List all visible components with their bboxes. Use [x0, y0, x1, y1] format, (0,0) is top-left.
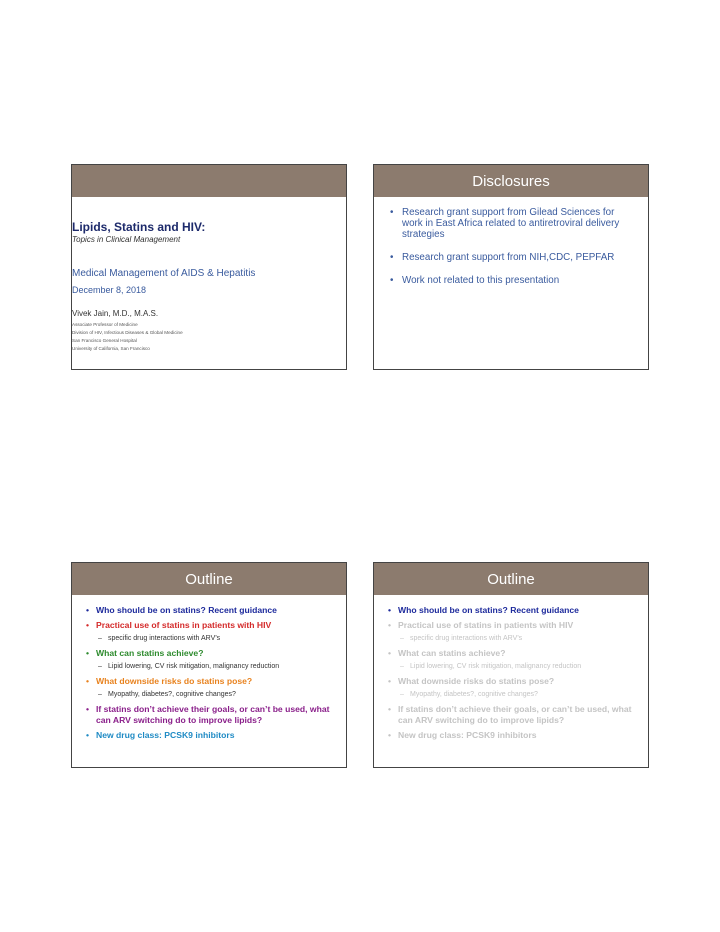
affiliation-line: San Francisco General Hospital — [72, 338, 137, 343]
list-item — [390, 207, 636, 240]
bullet-icon: • — [390, 207, 394, 218]
title-slide — [71, 164, 347, 370]
outline-subitem — [86, 633, 338, 644]
outline-subitem — [388, 661, 640, 672]
bullet-icon: • — [86, 676, 90, 686]
presentation-title: Lipids, Statins and HIV: — [72, 220, 206, 234]
slide-title: Outline — [72, 563, 346, 595]
outline-list — [388, 605, 640, 745]
outline-slide-faded — [373, 562, 649, 768]
outline-text: What can statins achieve? — [96, 648, 204, 658]
dash-icon: – — [400, 663, 404, 670]
disclosure-text: Work not related to this presentation — [402, 275, 560, 286]
affiliation-line: Associate Professor of Medicine — [72, 322, 138, 327]
list-item — [390, 252, 636, 263]
outline-subitem — [388, 689, 640, 700]
dash-icon: – — [98, 635, 102, 642]
outline-text: If statins don’t achieve their goals, or can’t be used, what can ARV switching do to improve lipids? — [398, 704, 632, 725]
bullet-icon: • — [388, 620, 392, 630]
author-name: Vivek Jain, M.D., M.A.S. — [72, 309, 159, 318]
outline-subitem — [388, 633, 640, 644]
bullet-icon: • — [388, 730, 392, 740]
outline-text: Who should be on statins? Recent guidance — [398, 605, 579, 615]
disclosure-text: Research grant support from Gilead Sciences for work in East Africa related to antiretroviral delivery strategies — [402, 207, 620, 240]
bullet-icon: • — [86, 605, 90, 615]
outline-text: Practical use of statins in patients with HIV — [398, 620, 574, 630]
dash-icon: – — [98, 691, 102, 698]
outline-text: Myopathy, diabetes?, cognitive changes? — [108, 691, 236, 698]
outline-text: Who should be on statins? Recent guidance — [96, 605, 277, 615]
outline-subitem — [86, 689, 338, 700]
slide-title: Disclosures — [374, 165, 648, 197]
slide-header-bar — [72, 165, 346, 197]
slide-title: Outline — [374, 563, 648, 595]
outline-text: Lipid lowering, CV risk mitigation, malignancy reduction — [410, 663, 582, 670]
bullet-icon: • — [86, 730, 90, 740]
bullet-icon: • — [390, 252, 394, 263]
dash-icon: – — [400, 691, 404, 698]
presentation-subtitle: Topics in Clinical Management — [72, 235, 181, 244]
conference-name: Medical Management of AIDS & Hepatitis — [72, 268, 256, 279]
outline-text: specific drug interactions with ARV’s — [108, 635, 221, 642]
outline-item — [388, 648, 640, 659]
bullet-icon: • — [86, 648, 90, 658]
bullet-icon: • — [388, 605, 392, 615]
disclosure-list — [390, 207, 636, 298]
outline-item — [388, 620, 640, 631]
outline-item — [86, 605, 338, 616]
outline-text: If statins don’t achieve their goals, or can’t be used, what can ARV switching do to improve lipids? — [96, 704, 330, 725]
outline-text: Practical use of statins in patients with HIV — [96, 620, 272, 630]
outline-item — [86, 730, 338, 741]
outline-item — [86, 620, 338, 631]
outline-item — [388, 676, 640, 687]
bullet-icon: • — [388, 704, 392, 714]
outline-text: Myopathy, diabetes?, cognitive changes? — [410, 691, 538, 698]
dash-icon: – — [98, 663, 102, 670]
outline-list — [86, 605, 338, 745]
bullet-icon: • — [86, 620, 90, 630]
outline-item — [86, 676, 338, 687]
outline-item — [388, 704, 640, 726]
outline-subitem — [86, 661, 338, 672]
bullet-icon: • — [388, 648, 392, 658]
outline-text: What can statins achieve? — [398, 648, 506, 658]
outline-item — [388, 730, 640, 741]
outline-text: specific drug interactions with ARV’s — [410, 635, 523, 642]
outline-item — [86, 704, 338, 726]
bullet-icon: • — [390, 275, 394, 286]
outline-text: New drug class: PCSK9 inhibitors — [96, 730, 235, 740]
bullet-icon: • — [86, 704, 90, 714]
presentation-date: December 8, 2018 — [72, 285, 147, 295]
outline-text: Lipid lowering, CV risk mitigation, malignancy reduction — [108, 663, 280, 670]
outline-text: What downside risks do statins pose? — [398, 676, 555, 686]
outline-item — [388, 605, 640, 616]
affiliation-line: Division of HIV, Infectious Diseases & Global Medicine — [72, 330, 183, 335]
outline-text: What downside risks do statins pose? — [96, 676, 253, 686]
outline-text: New drug class: PCSK9 inhibitors — [398, 730, 537, 740]
affiliation-line: University of California, San Francisco — [72, 346, 150, 351]
dash-icon: – — [400, 635, 404, 642]
list-item — [390, 275, 636, 286]
disclosure-text: Research grant support from NIH,CDC, PEPFAR — [402, 252, 615, 263]
disclosures-slide — [373, 164, 649, 370]
bullet-icon: • — [388, 676, 392, 686]
outline-item — [86, 648, 338, 659]
outline-slide — [71, 562, 347, 768]
